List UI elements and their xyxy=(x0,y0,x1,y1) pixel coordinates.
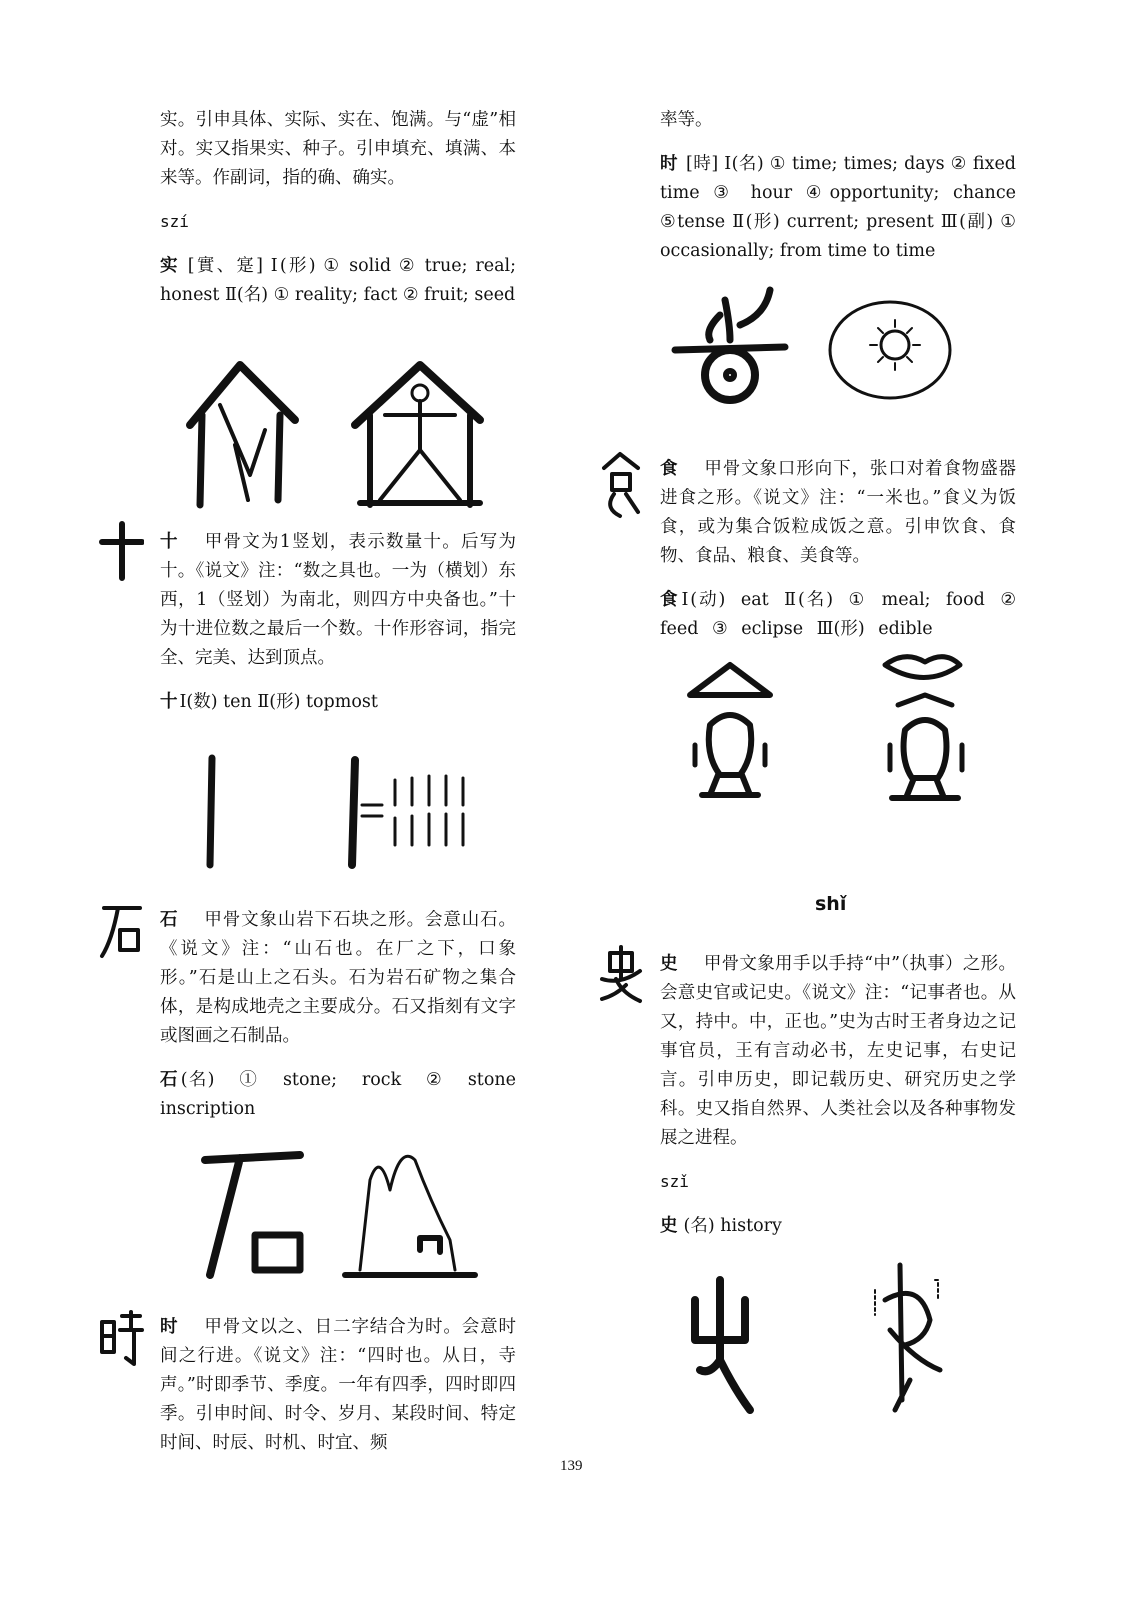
seal-glyph-eat xyxy=(598,450,644,520)
entry-head: 时 xyxy=(660,154,678,174)
section-pinyin: shǐ xyxy=(815,893,847,915)
pinyin-label: szǐ xyxy=(660,1172,689,1191)
entry-head: 石 xyxy=(160,1070,179,1090)
definition-text: [時] Ⅰ(名) ① time; times; days ② fixed time ③ hour ④opportunity; chance ⑤tense Ⅱ(形) current; present Ⅲ(副) ① occasionally; from time to time xyxy=(660,154,1017,261)
pinyin-label: szí xyxy=(160,212,189,231)
page-number: 139 xyxy=(560,1458,583,1474)
entry-head: 石 xyxy=(160,910,179,930)
entry-head: 食 xyxy=(660,459,679,479)
entry-head: 食 xyxy=(660,590,680,610)
shi-real-definition xyxy=(160,252,516,310)
entry-head: 十 xyxy=(160,532,179,552)
history-definition xyxy=(660,1212,1016,1241)
eat-definition xyxy=(660,586,1016,644)
eat-paragraph xyxy=(660,455,1016,571)
definition-text: [實、寔] Ⅰ(形) ① solid ② true; real; honest Ⅱ(名) ① reality; fact ② fruit; seed xyxy=(160,256,517,305)
entry-text: 甲骨文象山岩下石块之形。会意山石。《说文》注：“山石也。在厂之下，口象形。”石是山上之石头。石为岩石矿物之集合体，是构成地壳之主要成分。石又指刻有文字或图画之石制品。 xyxy=(160,910,517,1046)
stone-paragraph xyxy=(160,906,516,1051)
seal-glyph-stone xyxy=(98,900,144,960)
definition-text: (名) history xyxy=(683,1216,782,1236)
definition-text: Ⅰ(数) ten Ⅱ(形) topmost xyxy=(179,692,378,712)
oracle-bone-stone-image xyxy=(195,1140,485,1285)
entry-head: 时 xyxy=(160,1317,179,1337)
stone-definition xyxy=(160,1066,516,1124)
entry-text: 甲骨文象用手以手持“中”（执事）之形。会意史官或记史。《说文》注：“记事者也。从又，持中。中，正也。”史为古时王者身边之记事官员，王有言动必书，左史记事，右史记言。引申历史，即记载历史、研究历史之学科。史又指自然界、人类社会以及各种事物发展之进程。 xyxy=(660,954,1016,1148)
entry-head: 十 xyxy=(160,692,178,712)
seal-glyph-ten xyxy=(98,520,144,582)
ten-definition xyxy=(160,688,516,717)
shi-real-paragraph: 实。引申具体、实际、实在、饱满。与“虚”相对。实又指果实、种子。引申填充、填满、本来等。作副词，指的确、确实。 xyxy=(160,110,516,188)
definition-text: Ⅰ(动) eat Ⅱ(名) ① meal; food ② feed ③ eclipse Ⅲ(形) edible xyxy=(660,590,1017,639)
entry-head: 实 xyxy=(160,256,180,276)
seal-glyph-time xyxy=(96,1308,146,1370)
definition-text: (名) ① stone; rock ② stone inscription xyxy=(160,1070,516,1119)
entry-text: 甲骨文为1竖划，表示数量十。后写为十。《说文》注：“数之具也。一为（横划）东西，1（竖划）为南北，则四方中央备也。”十为十进位数之最后一个数。十作形容词，指完全、完美、达到顶点。 xyxy=(160,532,517,668)
seal-glyph-history xyxy=(596,945,646,1005)
time-definition xyxy=(660,150,1016,266)
entry-head: 史 xyxy=(660,954,678,974)
oracle-bone-shi-real-image xyxy=(180,355,500,515)
oracle-bone-eat-image xyxy=(680,650,980,810)
oracle-bone-ten-image xyxy=(190,750,490,875)
oracle-bone-history-image xyxy=(680,1260,970,1420)
ten-paragraph xyxy=(160,528,516,673)
entry-text: 甲骨文象口形向下，张口对着食物盛器进食之形。《说文》注：“一米也。”食义为饭食，或为集合饭粒成饭之意。引申饮食、食物、食品、粮食、美食等。 xyxy=(660,459,1017,566)
history-paragraph xyxy=(660,950,1016,1153)
entry-head: 史 xyxy=(660,1216,678,1236)
time-continued: 率等。 xyxy=(660,110,713,130)
oracle-bone-time-image xyxy=(670,285,970,420)
entry-text: 甲骨文以之、日二字结合为时。会意时间之行进。《说文》注：“四时也。从日，寺声。”时即季节、季度。一年有四季，四时即四季。引申时间、时令、岁月、某段时间、特定时间、时辰、时机、时宜、频 xyxy=(160,1317,517,1453)
time-paragraph xyxy=(160,1313,516,1458)
